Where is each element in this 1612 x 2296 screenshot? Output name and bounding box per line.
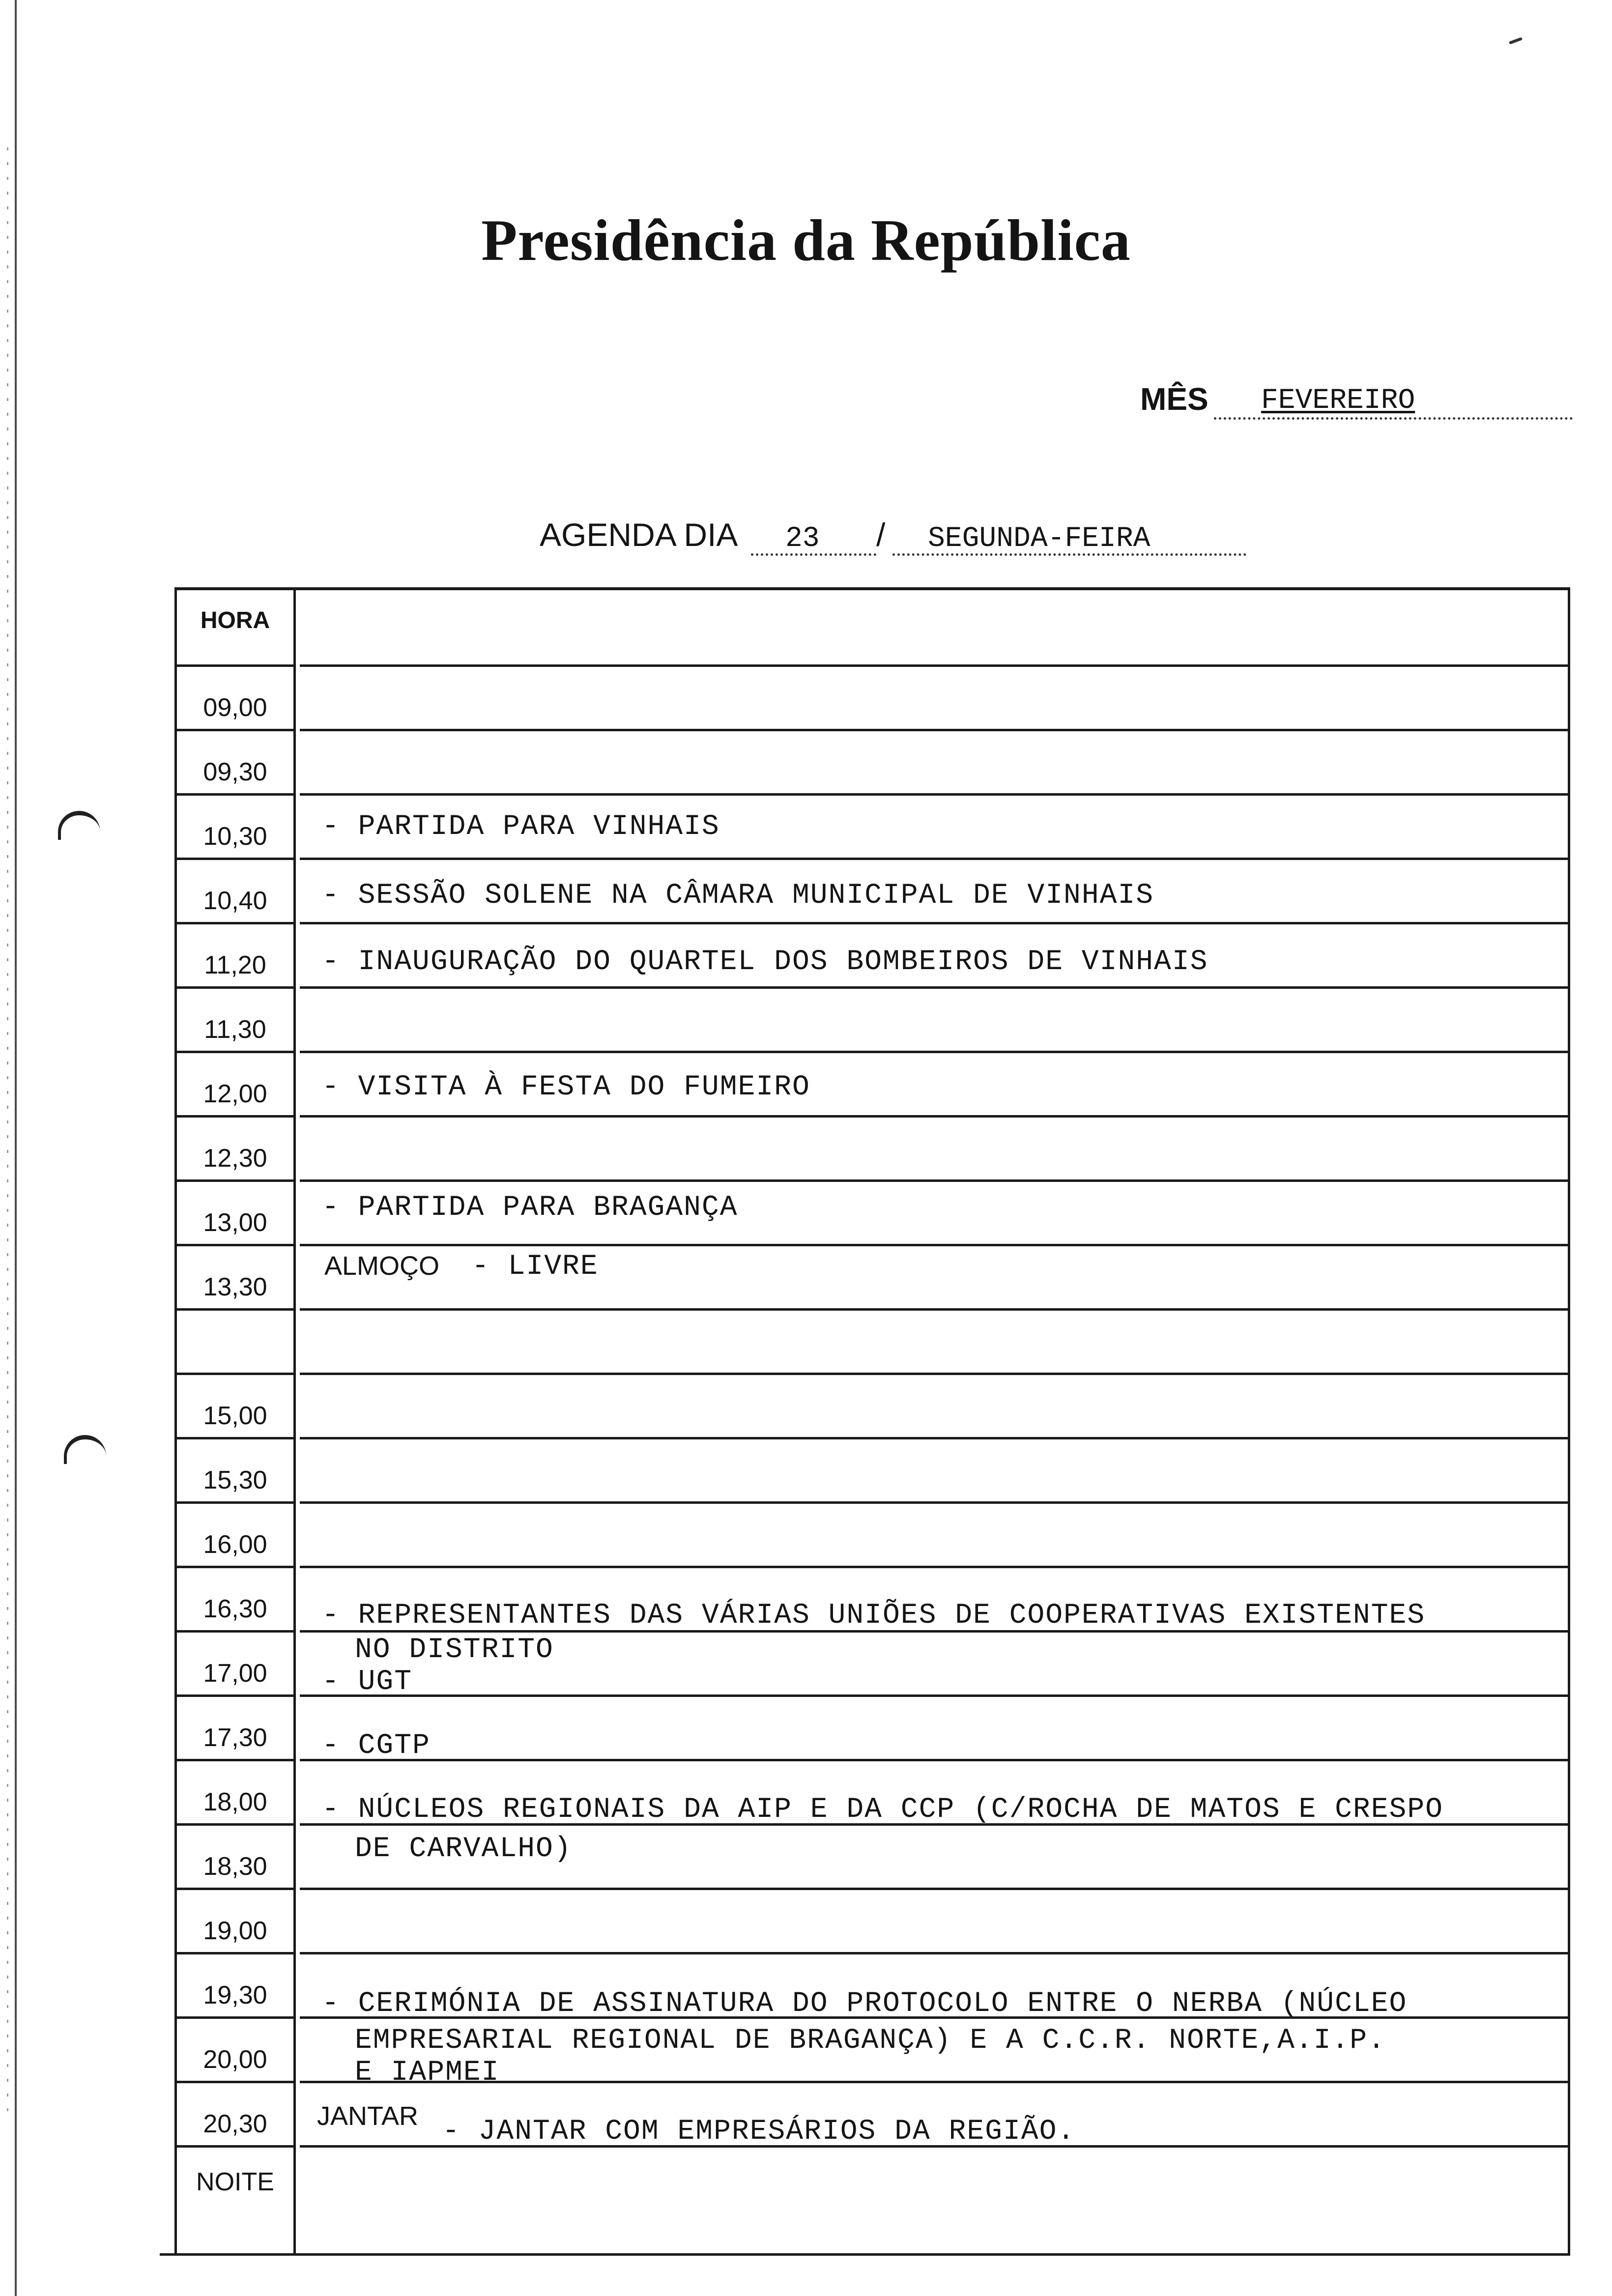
- hour-cell: [177, 2019, 293, 2083]
- hour-label: 20,00: [203, 2045, 267, 2074]
- hour-cell: [177, 1954, 293, 2019]
- entry-cgtp: - CGTP: [322, 1730, 431, 1762]
- hour-label: 12,00: [203, 1080, 267, 1108]
- hour-cell: [177, 1439, 293, 1504]
- hour-label: 20,30: [203, 2110, 267, 2138]
- hour-label: 15,30: [203, 1466, 267, 1494]
- hour-cell: [177, 1504, 293, 1568]
- entry-almoco-label: ALMOÇO: [324, 1251, 440, 1281]
- hour-cell: [177, 731, 293, 796]
- entry-cerimonia-line3: E IAPMEI: [355, 2057, 500, 2089]
- hour-column-header: HORA: [200, 607, 270, 633]
- hour-cell: [177, 796, 293, 860]
- month-value: FEVEREIRO: [1261, 385, 1415, 417]
- punch-hole-mark: [58, 811, 100, 840]
- entry-cerimonia-line1: - CERIMÓNIA DE ASSINATURA DO PROTOCOLO ENTRE O NERBA (NÚCLEO: [322, 1988, 1408, 2020]
- entry-inauguracao-quartel: - INAUGURAÇÃO DO QUARTEL DOS BOMBEIROS DE VINHAIS: [322, 946, 1209, 978]
- month-label: MÊS: [1140, 381, 1209, 417]
- binder-perforation: [7, 147, 8, 2113]
- hour-cell: [177, 1761, 293, 1826]
- hour-label: 18,30: [203, 1852, 267, 1881]
- hour-cell: [177, 2083, 293, 2148]
- document-title: Presidência da República: [481, 207, 1131, 273]
- hour-cell: [177, 1182, 293, 1246]
- hour-label: 17,30: [203, 1723, 267, 1752]
- day-number: 23: [785, 523, 820, 555]
- entry-almoco-livre: - LIVRE: [472, 1251, 599, 1283]
- hour-label: 11,30: [204, 1015, 266, 1044]
- punch-hole-mark: [64, 1435, 106, 1464]
- hour-cell: [177, 2148, 293, 2256]
- entry-partida-braganca: - PARTIDA PARA BRAGANÇA: [322, 1192, 738, 1224]
- hour-cell: [177, 1826, 293, 1890]
- entry-representantes-line1: - REPRESENTANTES DAS VÁRIAS UNIÕES DE COOPERATIVAS EXISTENTES: [322, 1600, 1426, 1632]
- hour-cell: [177, 1568, 293, 1633]
- entry-jantar-empresarios: - JANTAR COM EMPRESÁRIOS DA REGIÃO.: [442, 2116, 1076, 2148]
- agenda-table: [174, 587, 1570, 2256]
- entry-representantes-line2: NO DISTRITO: [355, 1634, 554, 1666]
- weekday-value: SEGUNDA-FEIRA: [928, 523, 1151, 555]
- ink-speck: [1509, 37, 1523, 44]
- hour-cell: [177, 1375, 293, 1439]
- day-label: AGENDA DIA: [540, 517, 738, 553]
- entry-partida-vinhais: - PARTIDA PARA VINHAIS: [322, 811, 720, 843]
- hour-cell: [177, 1311, 293, 1375]
- hour-row: [174, 1504, 1570, 1568]
- entry-jantar-label: JANTAR: [317, 2101, 419, 2131]
- hour-cell: [177, 1697, 293, 1761]
- hour-row: [174, 1311, 1570, 1375]
- hour-label: 12,30: [203, 1144, 267, 1173]
- hour-label: 10,40: [203, 887, 267, 915]
- hour-label: 09,30: [203, 758, 267, 786]
- hour-label: NOITE: [196, 2168, 274, 2196]
- hour-cell: [177, 1246, 293, 1311]
- day-separator: /: [876, 517, 886, 553]
- hour-cell: [177, 1118, 293, 1182]
- hour-row: [174, 1375, 1570, 1439]
- hour-cell: [177, 1890, 293, 1954]
- entry-ugt: - UGT: [322, 1666, 413, 1698]
- hour-row: [174, 2148, 1570, 2256]
- hour-label: 09,00: [203, 693, 267, 722]
- hour-label: 16,00: [203, 1530, 267, 1559]
- hour-label: 13,00: [203, 1208, 267, 1237]
- entry-nucleos-line2: DE CARVALHO): [355, 1833, 572, 1865]
- hour-label: 15,00: [203, 1402, 267, 1430]
- header-row: [174, 587, 1570, 667]
- hour-label: 18,00: [203, 1788, 267, 1816]
- hour-row: [174, 1118, 1570, 1182]
- hour-label: 10,30: [203, 822, 267, 851]
- hour-cell: [177, 989, 293, 1053]
- hour-row: [174, 1890, 1570, 1954]
- month-field: [1140, 381, 1573, 425]
- entry-visita-festa: - VISITA À FESTA DO FUMEIRO: [322, 1071, 810, 1103]
- hour-cell: [177, 860, 293, 924]
- hour-label: 17,00: [203, 1659, 267, 1688]
- entry-cerimonia-line2: EMPRESARIAL REGIONAL DE BRAGANÇA) E A C.C.R. NORTE,A.I.P.: [355, 2025, 1386, 2057]
- entry-nucleos-line1: - NÚCLEOS REGIONAIS DA AIP E DA CCP (C/ROCHA DE MATOS E CRESPO: [322, 1794, 1443, 1826]
- hour-cell: [177, 667, 293, 731]
- month-dotted-line: [1214, 417, 1573, 420]
- agenda-day-field: [540, 516, 1198, 565]
- hour-label: 19,30: [203, 1981, 267, 2009]
- hour-row: [174, 731, 1570, 796]
- hour-cell: [177, 1633, 293, 1697]
- hour-label: 13,30: [203, 1273, 267, 1301]
- hour-cell: [177, 1053, 293, 1118]
- hour-cell: [177, 924, 293, 989]
- hour-label: 16,30: [203, 1595, 267, 1623]
- binder-edge-line: [15, 0, 17, 2296]
- entry-sessao-solene: - SESSÃO SOLENE NA CÂMARA MUNICIPAL DE VINHAIS: [322, 880, 1154, 912]
- hour-label: 11,20: [204, 951, 266, 979]
- hour-row: [174, 989, 1570, 1053]
- hour-row: [174, 1439, 1570, 1504]
- hour-label: 19,00: [203, 1917, 267, 1945]
- hour-row: [174, 667, 1570, 731]
